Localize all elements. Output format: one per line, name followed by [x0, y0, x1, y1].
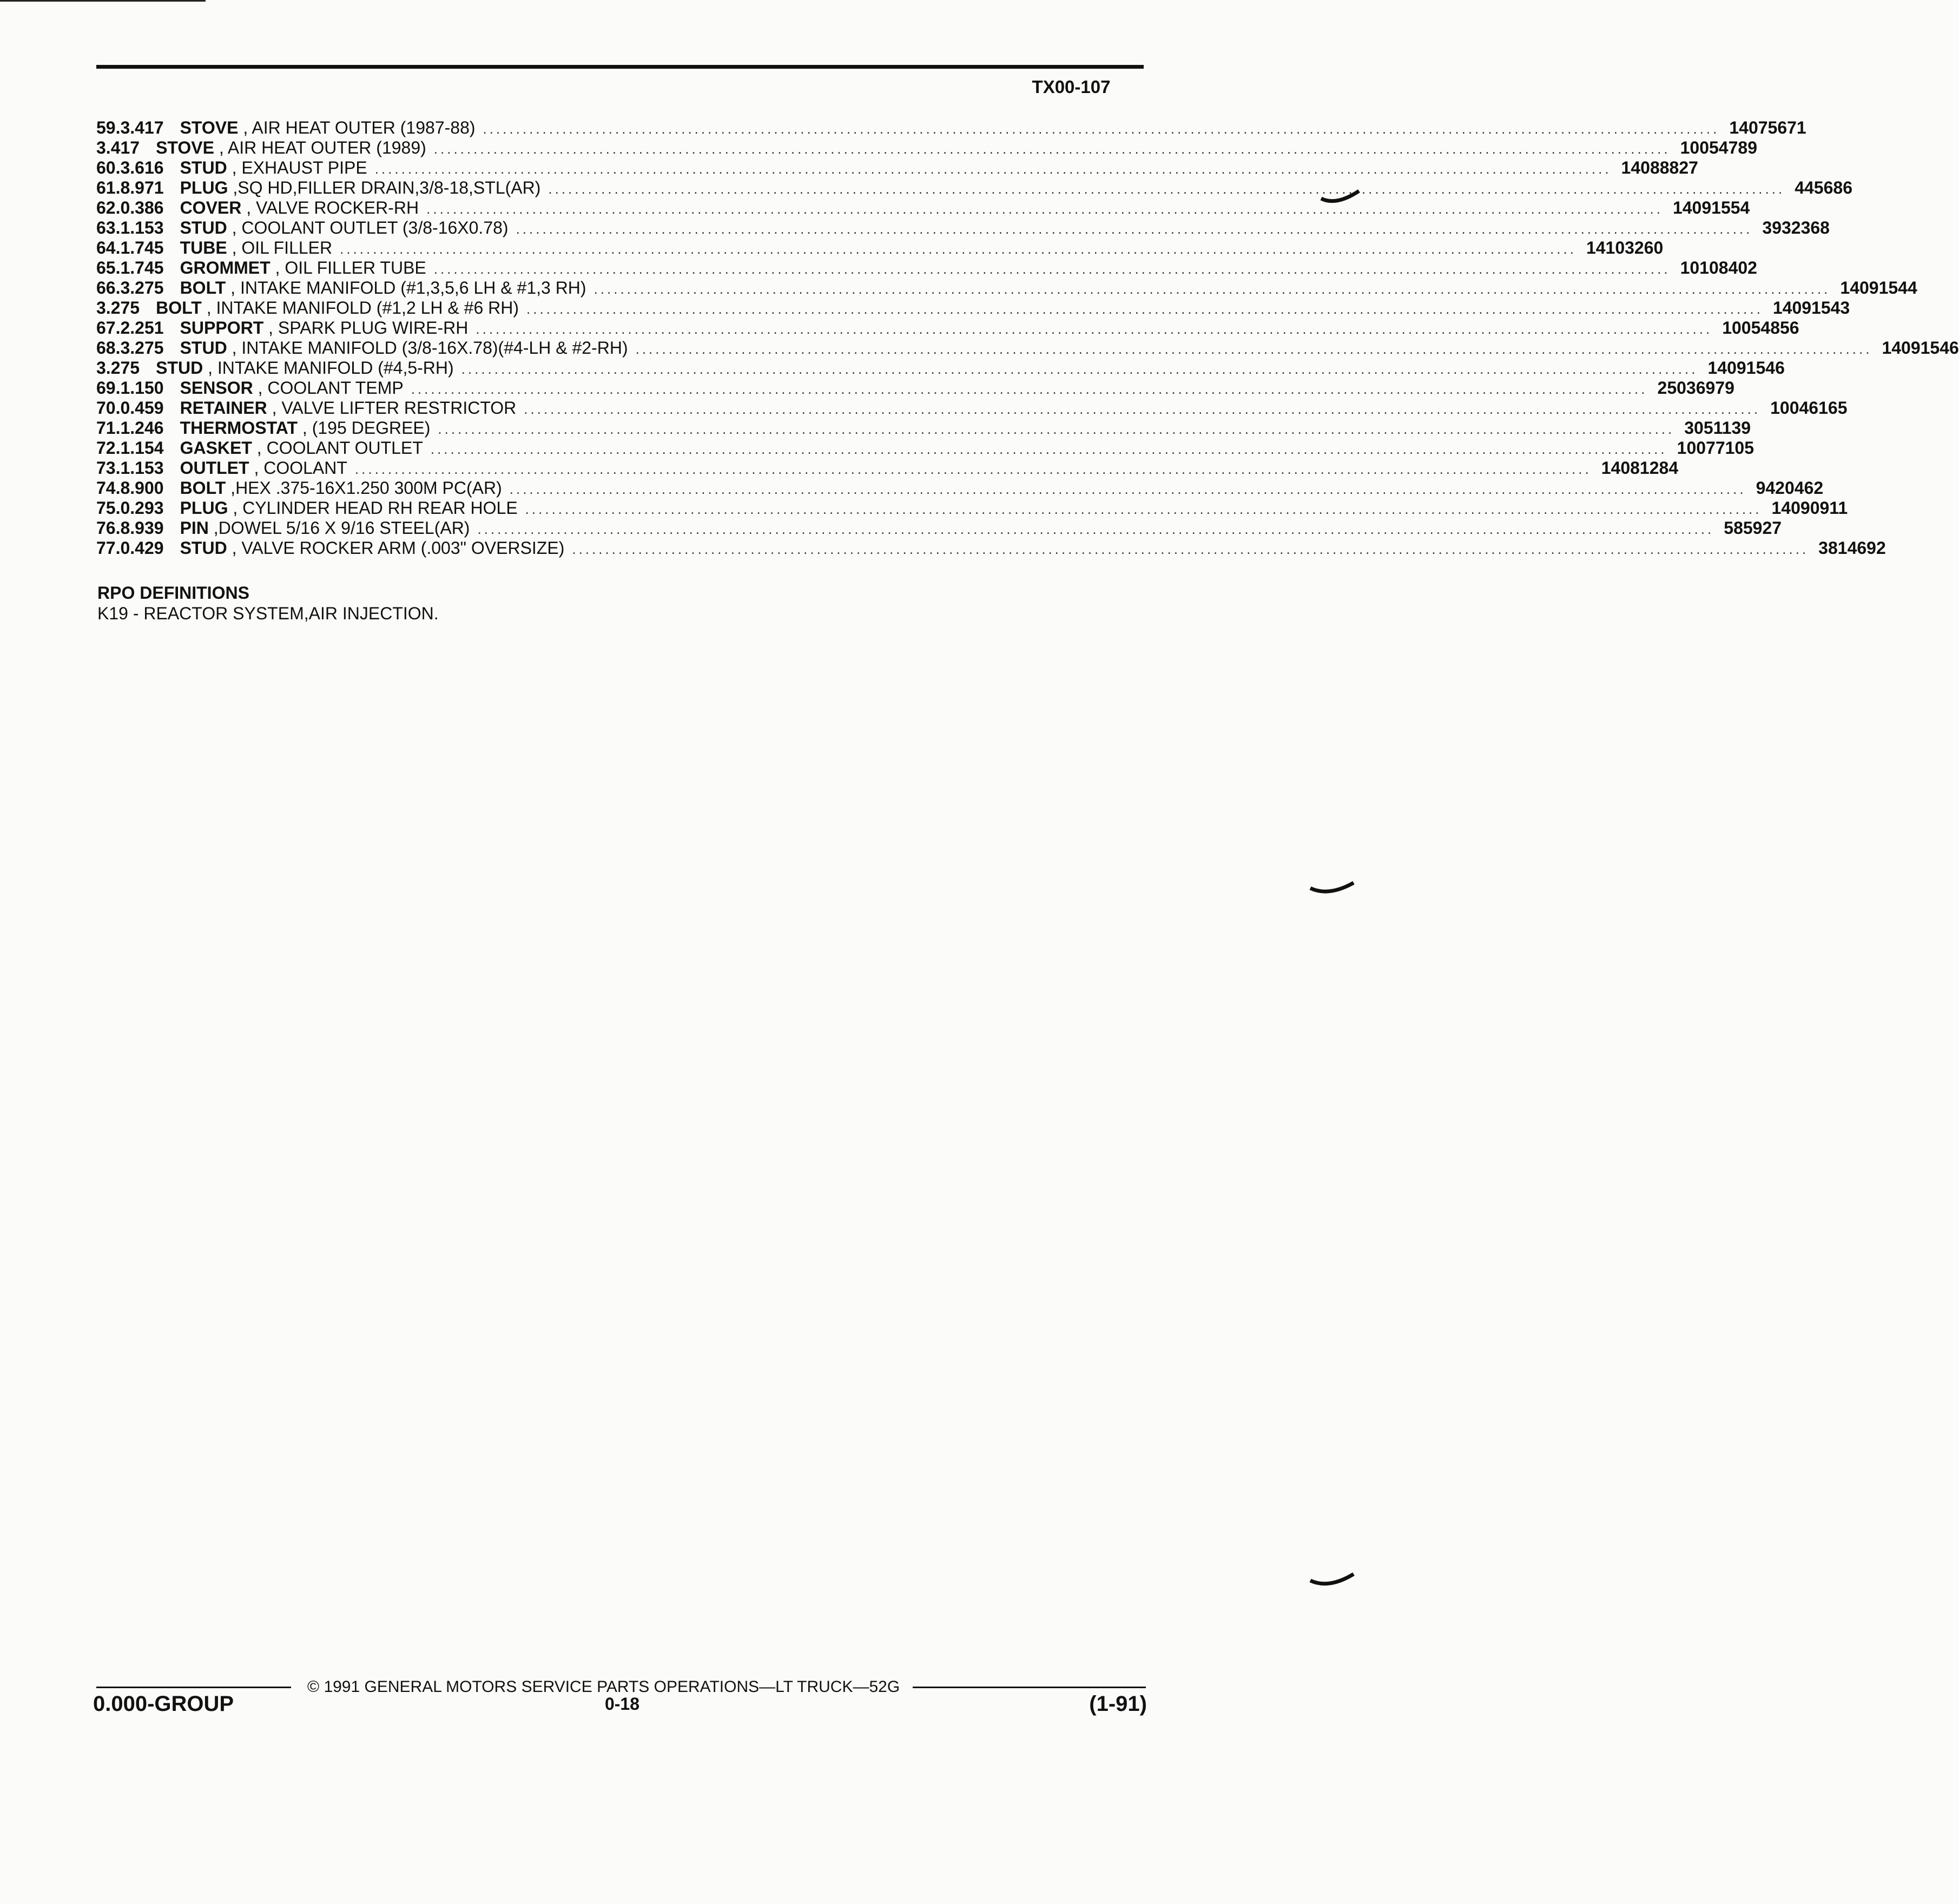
item-number: 75.: [96, 498, 121, 518]
item-detail: , SPARK PLUG WIRE-RH: [263, 318, 469, 338]
footer-rule-left: [96, 1687, 291, 1688]
item-description: [180, 418, 431, 438]
part-row: [96, 498, 1848, 518]
part-row: [96, 358, 1785, 378]
part-number: 14088827: [1621, 158, 1698, 177]
part-number: 9420462: [1756, 478, 1824, 498]
item-number: 69.: [96, 378, 121, 398]
item-detail: , (195 DEGREE): [298, 418, 431, 438]
item-number: 64.: [96, 238, 121, 257]
item-name: SENSOR: [180, 378, 253, 398]
item-name: PLUG: [180, 178, 228, 197]
item-qty: 0.459: [120, 398, 164, 418]
item-detail: , VALVE LIFTER RESTRICTOR: [267, 398, 517, 418]
item-description: [180, 338, 628, 358]
item-number: 71.: [96, 418, 121, 438]
item-detail: , AIR HEAT OUTER (1987-88): [238, 118, 476, 137]
item-detail: , COOLANT OUTLET: [252, 438, 423, 458]
part-number: 10108402: [1680, 258, 1757, 277]
dot-leader: [438, 419, 1674, 439]
item-description: [156, 358, 454, 378]
item-name: STUD: [180, 338, 227, 358]
part-row: [96, 218, 1830, 238]
header-rule: [96, 65, 1144, 69]
dot-leader: [510, 479, 1746, 499]
part-row: [96, 138, 1757, 158]
item-qty: 3.275: [120, 278, 164, 298]
footer-rule-right: [913, 1687, 1146, 1688]
item-name: BOLT: [156, 298, 202, 318]
part-number: 14090911: [1771, 498, 1848, 518]
item-name: PIN: [180, 518, 209, 538]
parts-list: [96, 118, 1959, 558]
item-name: STOVE: [156, 138, 214, 157]
part-row: [96, 278, 1917, 298]
dot-leader: [525, 499, 1762, 519]
item-detail: , VALVE ROCKER-RH: [241, 198, 419, 217]
part-row: [96, 118, 1806, 138]
rpo-definitions: [97, 583, 439, 624]
part-number: 585927: [1724, 518, 1782, 538]
binder-mark: [1320, 187, 1363, 214]
item-name: STOVE: [180, 118, 239, 137]
part-row: [96, 238, 1664, 258]
item-name: BOLT: [180, 278, 226, 298]
part-number: 14091544: [1840, 278, 1917, 298]
item-detail: , COOLANT: [249, 458, 347, 478]
item-qty: 1.154: [120, 438, 164, 458]
item-number: 65.: [96, 258, 121, 277]
dot-leader: [477, 519, 1714, 539]
item-description: [180, 238, 333, 258]
item-name: RETAINER: [180, 398, 267, 418]
item-number: 60.: [96, 158, 121, 177]
item-detail: , INTAKE MANIFOLD (#1,3,5,6 LH & #1,3 RH): [226, 278, 586, 298]
item-number: 70.: [96, 398, 121, 418]
item-detail: , INTAKE MANIFOLD (#1,2 LH & #6 RH): [201, 298, 519, 318]
group-label: 0.000-GROUP: [93, 1692, 234, 1716]
item-name: STUD: [180, 538, 227, 558]
dot-leader: [636, 339, 1872, 359]
item-qty: 3.417: [96, 138, 140, 157]
item-detail: ,HEX .375-16X1.250 300M PC(AR): [226, 478, 502, 498]
item-name: BOLT: [180, 478, 226, 498]
part-row: [96, 538, 1886, 558]
binder-mark: [1309, 1569, 1358, 1596]
item-number: 77.: [96, 538, 121, 558]
item-qty: 1.153: [120, 458, 164, 478]
item-number: 67.: [96, 318, 121, 338]
corner-rule: [0, 0, 206, 2]
item-qty: 1.150: [120, 378, 164, 398]
item-description: [180, 278, 586, 298]
item-qty: 1.246: [120, 418, 164, 438]
part-number: 25036979: [1657, 378, 1734, 398]
part-number: 3051139: [1684, 418, 1751, 438]
dot-leader: [526, 299, 1763, 319]
rpo-line: K19 - REACTOR SYSTEM,AIR INJECTION.: [97, 604, 439, 623]
item-number: 76.: [96, 518, 121, 538]
item-description: [180, 158, 367, 178]
item-description: [180, 438, 423, 458]
dot-leader: [355, 459, 1592, 479]
part-row: [96, 478, 1824, 498]
dot-leader: [461, 359, 1698, 379]
part-number: 3814692: [1818, 538, 1886, 558]
item-qty: 0.429: [120, 538, 164, 558]
item-qty: 1.745: [120, 258, 164, 277]
dot-leader: [516, 219, 1753, 239]
part-row: [96, 338, 1959, 358]
part-row: [96, 398, 1848, 418]
part-number: 10054789: [1680, 138, 1757, 157]
page-code: TX00-107: [1032, 77, 1111, 97]
item-detail: , INTAKE MANIFOLD (3/8-16X.78)(#4-LH & #2-RH): [227, 338, 628, 358]
dot-leader: [434, 259, 1671, 279]
dot-leader: [411, 379, 1648, 399]
item-description: [180, 218, 509, 238]
dot-leader: [426, 199, 1663, 219]
item-number: 61.: [96, 178, 121, 197]
part-number: 14075671: [1729, 118, 1806, 137]
item-number: 62.: [96, 198, 121, 217]
part-row: [96, 458, 1679, 478]
item-description: [180, 518, 470, 538]
item-detail: , OIL FILLER: [227, 238, 333, 257]
part-number: 14103260: [1586, 238, 1664, 257]
item-name: THERMOSTAT: [180, 418, 298, 438]
item-name: TUBE: [180, 238, 227, 257]
dot-leader: [431, 439, 1667, 459]
part-row: [96, 438, 1754, 458]
part-number: 14091554: [1672, 198, 1750, 217]
item-detail: , CYLINDER HEAD RH REAR HOLE: [228, 498, 518, 518]
item-description: [180, 478, 502, 498]
dot-leader: [483, 119, 1720, 139]
item-description: [180, 118, 476, 138]
item-number: 66.: [96, 278, 121, 298]
item-name: GROMMET: [180, 258, 271, 277]
dot-leader: [476, 319, 1712, 339]
item-name: PLUG: [180, 498, 228, 518]
part-row: [96, 178, 1852, 198]
part-row: [96, 318, 1799, 338]
item-name: OUTLET: [180, 458, 249, 478]
item-description: [180, 178, 541, 198]
binder-mark: [1309, 876, 1358, 903]
item-qty: 1.153: [120, 218, 164, 237]
part-number: 3932368: [1762, 218, 1830, 237]
dot-leader: [524, 399, 1760, 419]
dot-leader: [548, 179, 1785, 199]
item-description: [180, 458, 347, 478]
item-detail: ,SQ HD,FILLER DRAIN,3/8-18,STL(AR): [228, 178, 541, 197]
item-detail: ,DOWEL 5/16 X 9/16 STEEL(AR): [208, 518, 470, 538]
item-number: 74.: [96, 478, 121, 498]
item-number: 59.: [96, 118, 121, 137]
part-number: 14091543: [1772, 298, 1850, 318]
item-detail: , COOLANT OUTLET (3/8-16X0.78): [227, 218, 509, 237]
item-number: 68.: [96, 338, 121, 358]
item-number: 72.: [96, 438, 121, 458]
item-description: [156, 298, 519, 318]
item-description: [180, 198, 419, 218]
item-detail: , VALVE ROCKER ARM (.003" OVERSIZE): [227, 538, 565, 558]
item-qty: 3.275: [120, 338, 164, 358]
item-number: 63.: [96, 218, 121, 237]
part-row: [96, 158, 1698, 178]
item-qty: 0.293: [120, 498, 164, 518]
item-name: GASKET: [180, 438, 252, 458]
item-detail: , COOLANT TEMP: [253, 378, 404, 398]
item-qty: 0.386: [120, 198, 164, 217]
item-qty: 3.275: [96, 358, 140, 378]
part-row: [96, 198, 1750, 218]
dot-leader: [340, 239, 1577, 259]
page-number: 0-18: [604, 1694, 640, 1714]
item-name: STUD: [180, 218, 227, 237]
item-description: [156, 138, 426, 158]
item-description: [180, 258, 426, 278]
part-number: 10077105: [1677, 438, 1754, 458]
dot-leader: [572, 539, 1809, 559]
item-detail: , AIR HEAT OUTER (1989): [214, 138, 426, 157]
part-row: [96, 258, 1757, 278]
item-qty: 2.251: [120, 318, 164, 338]
part-row: [96, 378, 1734, 398]
item-qty: 3.275: [96, 298, 140, 318]
item-description: [180, 538, 565, 558]
item-description: [180, 498, 518, 518]
item-qty: 3.417: [120, 118, 164, 137]
part-number: 10054856: [1722, 318, 1799, 338]
part-number: 14091546: [1882, 338, 1959, 358]
item-detail: , INTAKE MANIFOLD (#4,5-RH): [203, 358, 454, 378]
item-description: [180, 318, 469, 338]
part-number: 14081284: [1601, 458, 1679, 478]
part-number: 14091546: [1707, 358, 1785, 378]
item-detail: , EXHAUST PIPE: [227, 158, 367, 177]
part-row: [96, 298, 1850, 318]
item-detail: , OIL FILLER TUBE: [270, 258, 426, 277]
item-qty: 8.939: [120, 518, 164, 538]
dot-leader: [434, 139, 1671, 159]
item-name: STUD: [180, 158, 227, 177]
part-number: 445686: [1795, 178, 1852, 197]
item-name: SUPPORT: [180, 318, 264, 338]
part-row: [96, 518, 1782, 538]
item-description: [180, 378, 404, 398]
item-number: 73.: [96, 458, 121, 478]
item-qty: 3.616: [120, 158, 164, 177]
item-description: [180, 398, 517, 418]
item-name: COVER: [180, 198, 242, 217]
part-row: [96, 418, 1751, 438]
dot-leader: [594, 279, 1831, 299]
revision-date: (1-91): [1089, 1692, 1147, 1716]
item-qty: 8.900: [120, 478, 164, 498]
item-qty: 1.745: [120, 238, 164, 257]
copyright-text: © 1991 GENERAL MOTORS SERVICE PARTS OPERATIONS—LT TRUCK—52G: [307, 1678, 900, 1696]
item-qty: 8.971: [120, 178, 164, 197]
dot-leader: [375, 159, 1612, 179]
item-name: STUD: [156, 358, 203, 378]
part-number: 10046165: [1770, 398, 1848, 418]
rpo-title: RPO DEFINITIONS: [97, 583, 249, 603]
